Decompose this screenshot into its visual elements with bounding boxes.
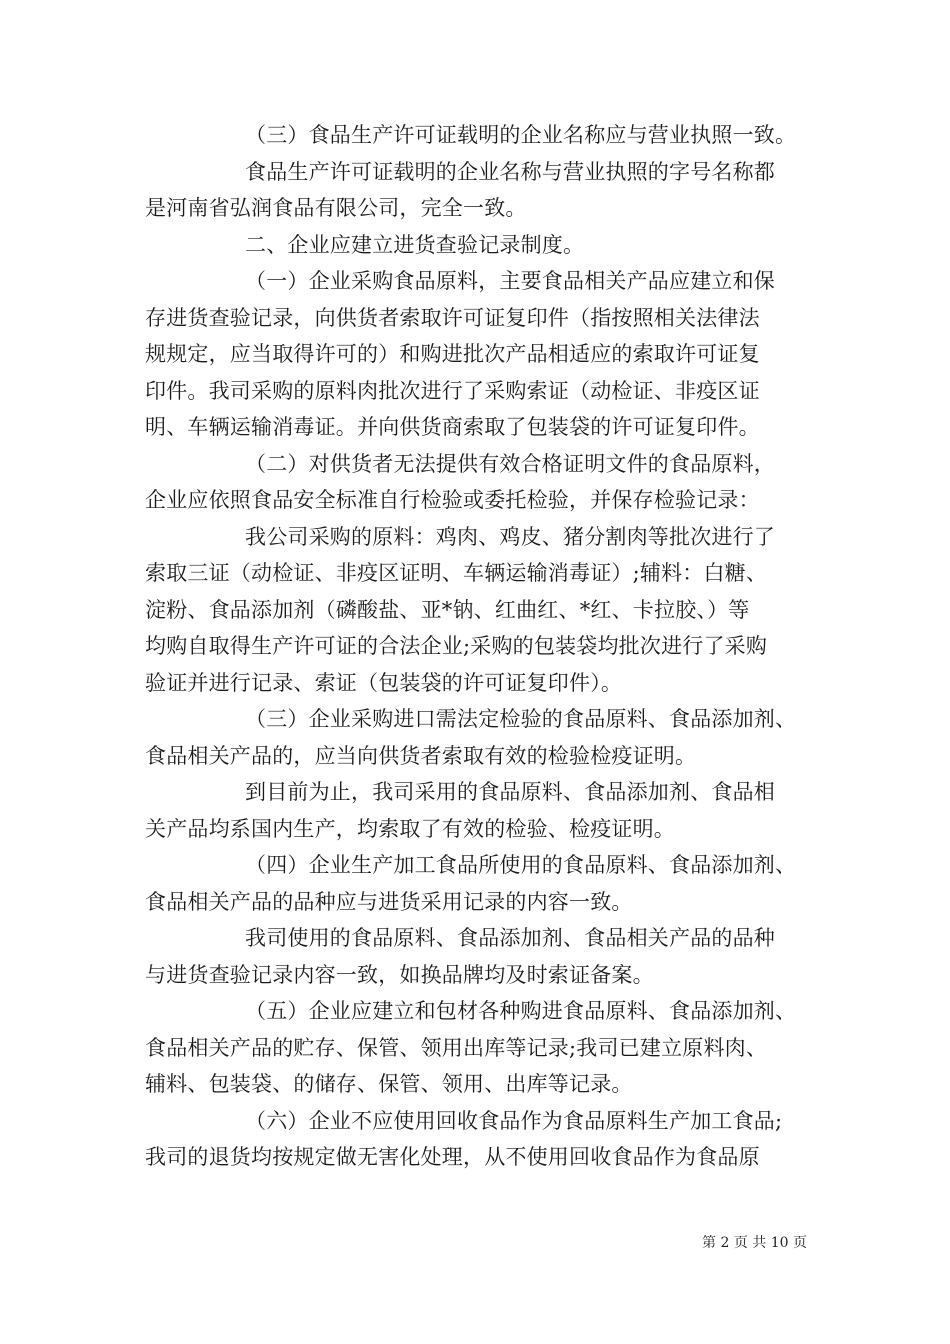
paragraph-line: 明、车辆运输消毒证。并向供货商索取了包装袋的许可证复印件。 bbox=[145, 415, 760, 439]
body-paragraph bbox=[145, 263, 825, 446]
paragraph-line: 索取三证（动检证、非疫区证明、车辆运输消毒证）;辅料：白糖、 bbox=[145, 561, 768, 585]
paragraph-line: 食品相关产品的，应当向供货者索取有效的检验检疫证明。 bbox=[145, 743, 697, 768]
body-paragraph bbox=[145, 519, 825, 702]
paragraph-line: 均购自取得生产许可证的合法企业;采购的包装袋均批次进行了采购 bbox=[145, 634, 768, 658]
paragraph-line: 淀粉、食品添加剂（磷酸盐、亚*钠、红曲红、*红、卡拉胶、）等 bbox=[145, 597, 750, 622]
paragraph-line: 我司使用的食品原料、食品添加剂、食品相关产品的品种 bbox=[245, 926, 775, 950]
paragraph-line: 验证并进行记录、索证（包装袋的许可证复印件）。 bbox=[145, 670, 623, 695]
paragraph-line: 关产品均系国内生产，均索取了有效的检验、检疫证明。 bbox=[145, 816, 675, 841]
paragraph-line: （二）对供货者无法提供有效合格证明文件的食品原料， bbox=[245, 451, 775, 476]
paragraph-line: 是河南省弘润食品有限公司，完全一致。 bbox=[145, 196, 527, 220]
body-paragraph bbox=[145, 774, 825, 847]
paragraph-line: 与进货查验记录内容一致，如换品牌均及时索证备案。 bbox=[145, 962, 654, 987]
body-paragraph bbox=[145, 227, 825, 264]
paragraph-line: （六）企业不应使用回收食品作为食品原料生产加工食品; bbox=[245, 1108, 783, 1133]
body-paragraph bbox=[145, 446, 825, 519]
paragraph-line: 食品相关产品的贮存、保管、领用出库等记录;我司已建立原料肉、 bbox=[145, 1035, 768, 1060]
body-paragraph bbox=[145, 154, 825, 227]
body-paragraph bbox=[145, 117, 825, 154]
paragraph-line: 食品相关产品的品种应与进货采用记录的内容一致。 bbox=[145, 889, 633, 914]
paragraph-line: 规规定，应当取得许可的）和购进批次产品相适应的索取许可证复 bbox=[145, 342, 760, 366]
paragraph-line: 我公司采购的原料：鸡肉、鸡皮、猪分割肉等批次进行了 bbox=[245, 524, 775, 549]
paragraph-line: 我司的退货均按规定做无害化处理，从不使用回收食品作为食品原 bbox=[145, 1145, 760, 1169]
paragraph-line: （五）企业应建立和包材各种购进食品原料、食品添加剂、 bbox=[245, 999, 797, 1023]
paragraph-line: （一）企业采购食品原料，主要食品相关产品应建立和保 bbox=[245, 269, 775, 293]
paragraph-line: 辅料、包装袋、的储存、保管、领用、出库等记录。 bbox=[145, 1072, 633, 1096]
paragraph-line: （三）企业采购进口需法定检验的食品原料、食品添加剂、 bbox=[245, 707, 797, 731]
body-paragraph bbox=[145, 1103, 825, 1176]
paragraph-line: 到目前为止，我司采用的食品原料、食品添加剂、食品相 bbox=[245, 780, 775, 804]
body-paragraph bbox=[145, 920, 825, 993]
paragraph-line: （四）企业生产加工食品所使用的食品原料、食品添加剂、 bbox=[245, 853, 797, 877]
paragraph-line: （三）食品生产许可证载明的企业名称应与营业执照一致。 bbox=[245, 123, 797, 147]
page-number-footer: 第 2 页 共 10 页 bbox=[702, 1235, 807, 1251]
paragraph-line: 食品生产许可证载明的企业名称与营业执照的字号名称都 bbox=[245, 159, 775, 184]
paragraph-line: 存进货查验记录，向供货者索取许可证复印件（指按照相关法律法 bbox=[145, 305, 760, 330]
paragraph-line: 二、企业应建立进货查验记录制度。 bbox=[245, 232, 585, 257]
body-paragraph bbox=[145, 701, 825, 774]
paragraph-line: 印件。我司采购的原料肉批次进行了采购索证（动检证、非疫区证 bbox=[145, 378, 760, 403]
paragraph-line: 企业应依照食品安全标准自行检验或委托检验，并保存检验记录： bbox=[145, 488, 760, 512]
document-body bbox=[145, 117, 825, 1176]
body-paragraph bbox=[145, 993, 825, 1103]
body-paragraph bbox=[145, 847, 825, 920]
